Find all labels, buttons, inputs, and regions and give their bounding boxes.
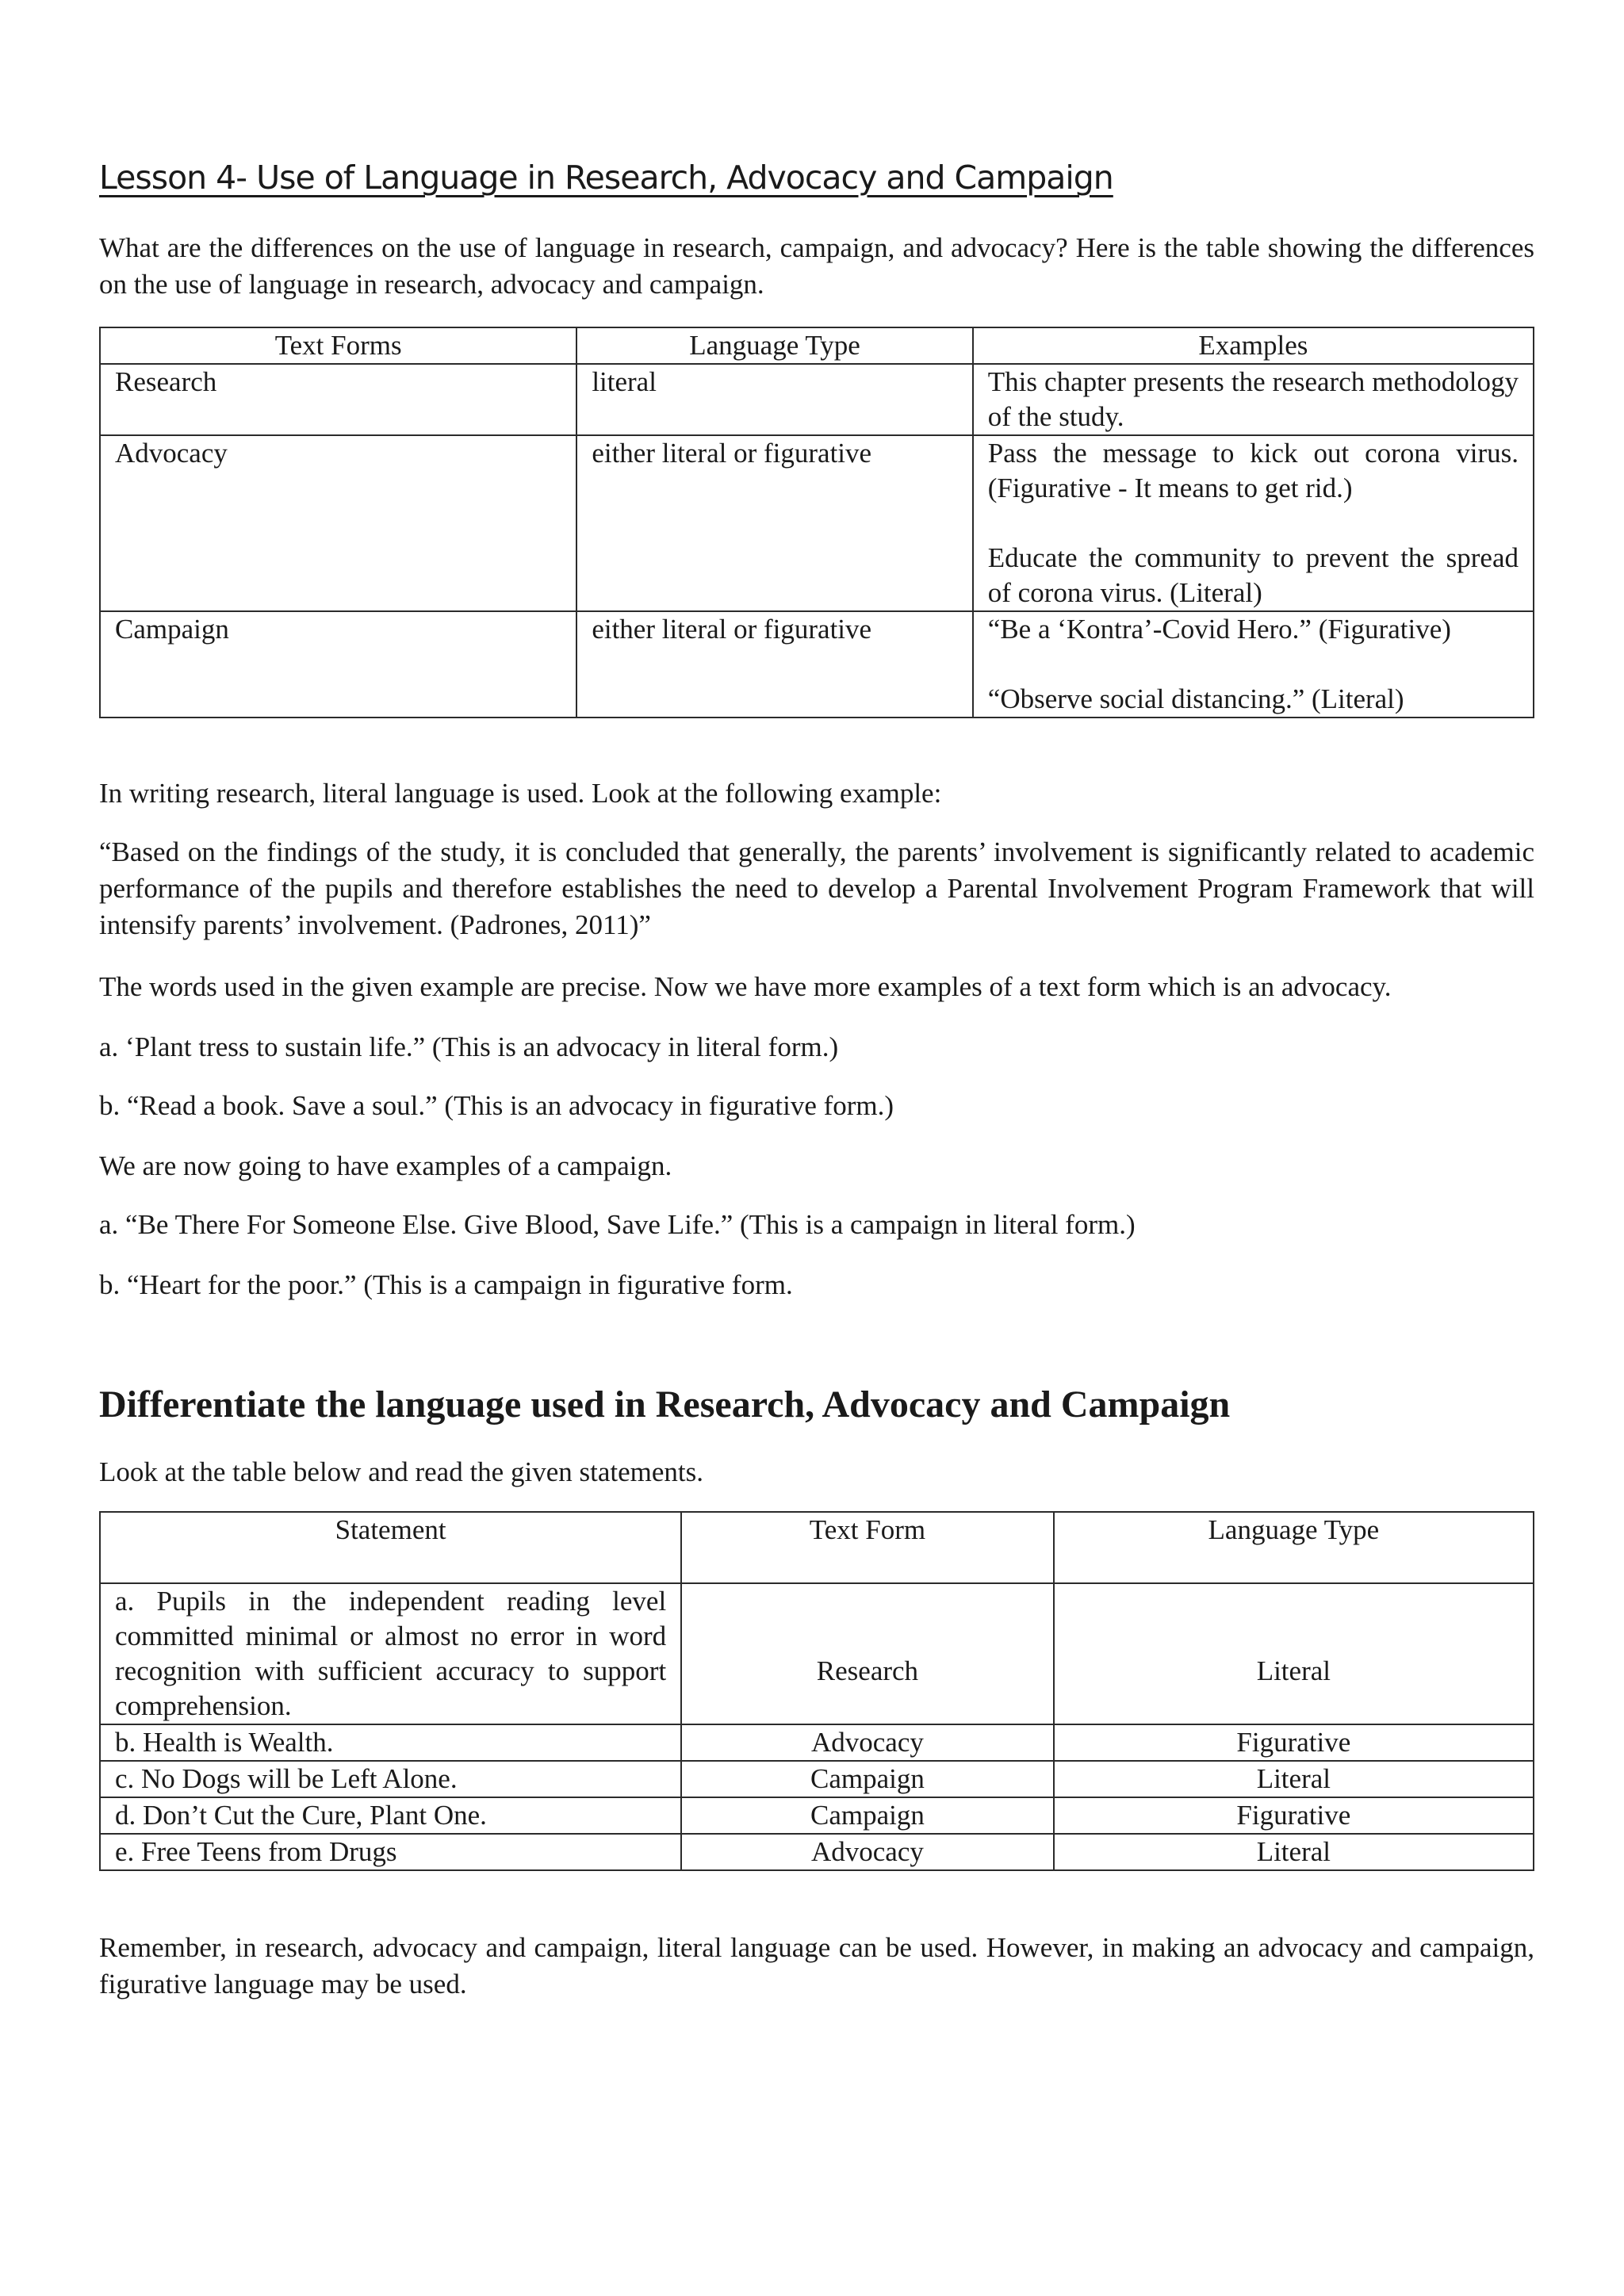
campaign-example-a: a. “Be There For Someone Else. Give Blood, Save Life.” (This is a campaign in literal form.) [99, 1209, 1136, 1240]
language-comparison-table [99, 327, 1534, 718]
cell-statement: b. Health is Wealth. [100, 1724, 681, 1761]
header-text-forms: Text Forms [100, 327, 576, 364]
cell-language-type: Literal [1054, 1761, 1534, 1797]
cell-text-form: Campaign [100, 611, 576, 718]
header-language-type: Language Type [576, 327, 972, 364]
table-row [100, 611, 1534, 718]
cell-language-type: Literal [1054, 1834, 1534, 1870]
cell-text-form: Advocacy [681, 1834, 1054, 1870]
cell-example [973, 611, 1534, 718]
cell-text-form: Campaign [681, 1797, 1054, 1834]
cell-statement: d. Don’t Cut the Cure, Plant One. [100, 1797, 681, 1834]
campaign-intro: We are now going to have examples of a campaign. [99, 1150, 672, 1181]
precise-paragraph: The words used in the given example are precise. Now we have more examples of a text form which is an advocacy. [99, 971, 1392, 1002]
advocacy-example-a: a. ‘Plant tress to sustain life.” (This is an advocacy in literal form.) [99, 1031, 839, 1062]
table-row [100, 1797, 1534, 1834]
example-text: Pass the message to kick out corona virus. (Figurative - It means to get rid.) [987, 438, 1519, 503]
cell-example [973, 364, 1534, 435]
cell-text-form: Research [100, 364, 576, 435]
table-row [100, 435, 1534, 611]
cell-statement: c. No Dogs will be Left Alone. [100, 1761, 681, 1797]
advocacy-example-b: b. “Read a book. Save a soul.” (This is an advocacy in figurative form.) [99, 1090, 894, 1121]
research-quote: “Based on the findings of the study, it is concluded that generally, the parents’ involvement is significantly related to academic performance of the pupils and therefore establishes the need to develop a Parental Involvement Program Framework that will intensify parents’ involvement. (Padrones, 2011)” [99, 836, 1534, 940]
header-statement: Statement [100, 1512, 681, 1583]
table-header-row [100, 327, 1534, 364]
table-row [100, 364, 1534, 435]
cell-language-type: Figurative [1054, 1797, 1534, 1834]
cell-text-form: Advocacy [100, 435, 576, 611]
cell-language-type: either literal or figurative [576, 611, 972, 718]
section-title: Differentiate the language used in Research, Advocacy and Campaign [99, 1383, 1231, 1425]
intro-paragraph: What are the differences on the use of language in research, campaign, and advocacy? Here is the table showing the differences on the use of language in research, advocacy and campaign. [99, 232, 1534, 300]
table-row [100, 1761, 1534, 1797]
example-text: Educate the community to prevent the spread of corona virus. (Literal) [987, 542, 1519, 608]
closing-paragraph: Remember, in research, advocacy and campaign, literal language can be used. However, in making an advocacy and campaign, figurative language may be used. [99, 1932, 1534, 1999]
example-text: This chapter presents the research methodology of the study. [987, 366, 1519, 432]
example-text: “Observe social distancing.” (Literal) [987, 683, 1404, 714]
cell-language-type: Literal [1054, 1583, 1534, 1724]
lesson-title: Lesson 4- Use of Language in Research, Advocacy and Campaign [99, 159, 1113, 197]
cell-text-form: Advocacy [681, 1724, 1054, 1761]
header-text-form: Text Form [681, 1512, 1054, 1583]
cell-statement: a. Pupils in the independent reading level committed minimal or almost no error in word recognition with sufficient accuracy to support comprehension. [100, 1583, 681, 1724]
cell-text-form: Research [681, 1583, 1054, 1724]
table-row [100, 1834, 1534, 1870]
table-row [100, 1724, 1534, 1761]
header-examples: Examples [973, 327, 1534, 364]
header-language-type: Language Type [1054, 1512, 1534, 1583]
cell-language-type: literal [576, 364, 972, 435]
table-row [100, 1583, 1534, 1724]
research-intro: In writing research, literal language is used. Look at the following example: [99, 778, 942, 809]
table-header-row [100, 1512, 1534, 1583]
statement-classification-table [99, 1511, 1534, 1871]
cell-statement: e. Free Teens from Drugs [100, 1834, 681, 1870]
table-intro: Look at the table below and read the given statements. [99, 1456, 703, 1487]
example-text: “Be a ‘Kontra’-Covid Hero.” (Figurative) [987, 614, 1451, 645]
cell-language-type: either literal or figurative [576, 435, 972, 611]
campaign-example-b: b. “Heart for the poor.” (This is a campaign in figurative form. [99, 1269, 793, 1300]
cell-text-form: Campaign [681, 1761, 1054, 1797]
cell-example [973, 435, 1534, 611]
cell-language-type: Figurative [1054, 1724, 1534, 1761]
